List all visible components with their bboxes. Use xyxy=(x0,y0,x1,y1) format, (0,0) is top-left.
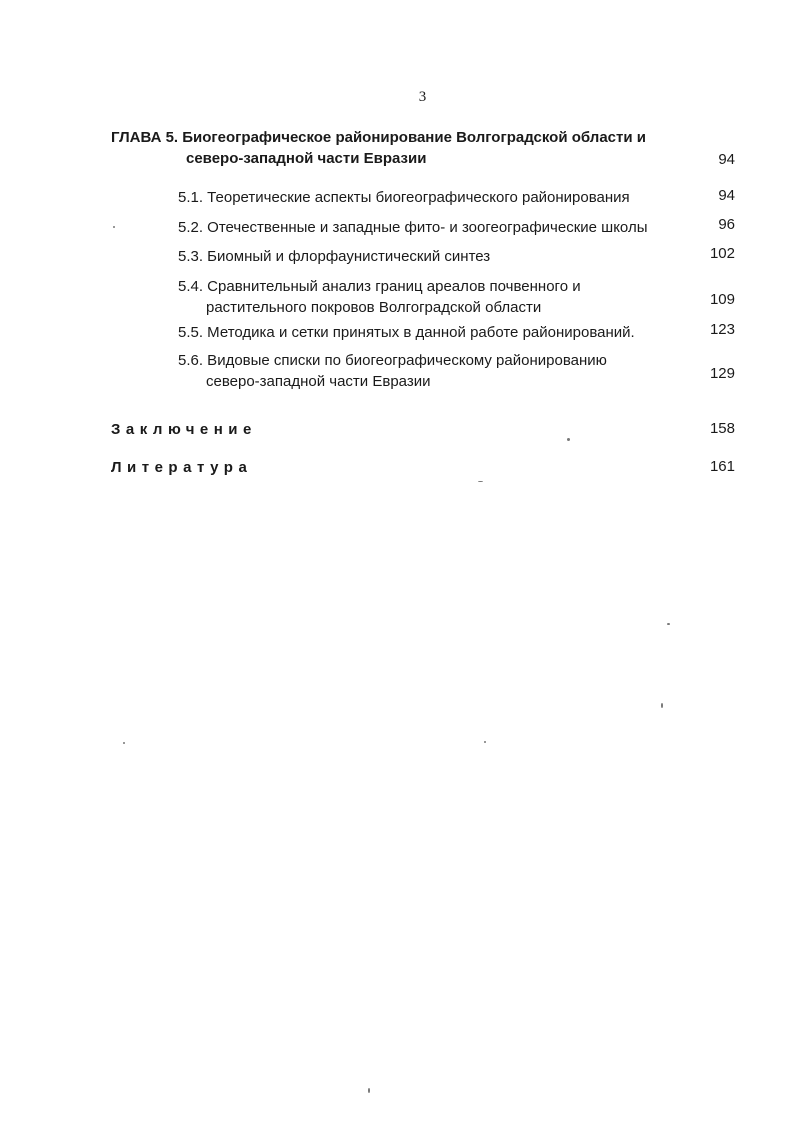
toc-chapter-title-line1: ГЛАВА 5. Биогеографическое районирование Волгоградской области и xyxy=(111,129,646,146)
scan-speck xyxy=(368,1088,370,1093)
toc-literature-page: 161 xyxy=(709,458,735,475)
scan-speck xyxy=(661,703,663,708)
toc-chapter-title-line2: северо-западной части Евразии xyxy=(186,150,427,167)
toc-entry-page: 96 xyxy=(718,216,735,233)
scan-speck xyxy=(113,226,115,228)
toc-conclusion-page: 158 xyxy=(709,420,735,437)
toc-entry-title-line1: 5.6. Видовые списки по биогеографическому районированию xyxy=(178,352,607,369)
toc-entry-page: 94 xyxy=(718,187,735,204)
toc-entry-page: 123 xyxy=(709,321,735,338)
toc-entry xyxy=(178,276,678,318)
toc-entry-title: 5.5. Методика и сетки принятых в данной работе районирований. xyxy=(178,324,635,341)
toc-chapter-page: 94 xyxy=(718,151,735,168)
scan-speck xyxy=(484,741,486,743)
toc-chapter-title xyxy=(111,127,711,169)
toc-entry-page: 129 xyxy=(709,365,735,382)
toc-entry-title-line2: растительного покровов Волгоградской области xyxy=(206,299,542,316)
toc-entry xyxy=(178,350,678,392)
toc-entry-title-line2: северо-западной части Евразии xyxy=(206,373,431,390)
page-number: 3 xyxy=(418,89,427,105)
toc-entry-title: 5.2. Отечественные и западные фито- и зоогеографические школы xyxy=(178,219,648,236)
scan-speck xyxy=(123,742,125,744)
toc-entry xyxy=(178,246,678,267)
toc-entry-title: 5.3. Биомный и флорфаунистический синтез xyxy=(178,248,491,265)
scan-speck xyxy=(667,623,670,625)
toc-entry-title: 5.1. Теоретические аспекты биогеографического районирования xyxy=(178,189,630,206)
toc-entry xyxy=(178,217,678,238)
scan-speck xyxy=(567,438,570,441)
toc-entry xyxy=(178,322,678,343)
toc-entry-page: 102 xyxy=(709,245,735,262)
toc-literature-title: Литература xyxy=(111,459,253,476)
toc-entry-page: 109 xyxy=(709,291,735,308)
scan-speck xyxy=(478,481,483,482)
toc-entry-title-line1: 5.4. Сравнительный анализ границ ареалов почвенного и xyxy=(178,278,581,295)
toc-entry xyxy=(178,187,678,208)
toc-conclusion-title: Заключение xyxy=(111,421,257,438)
